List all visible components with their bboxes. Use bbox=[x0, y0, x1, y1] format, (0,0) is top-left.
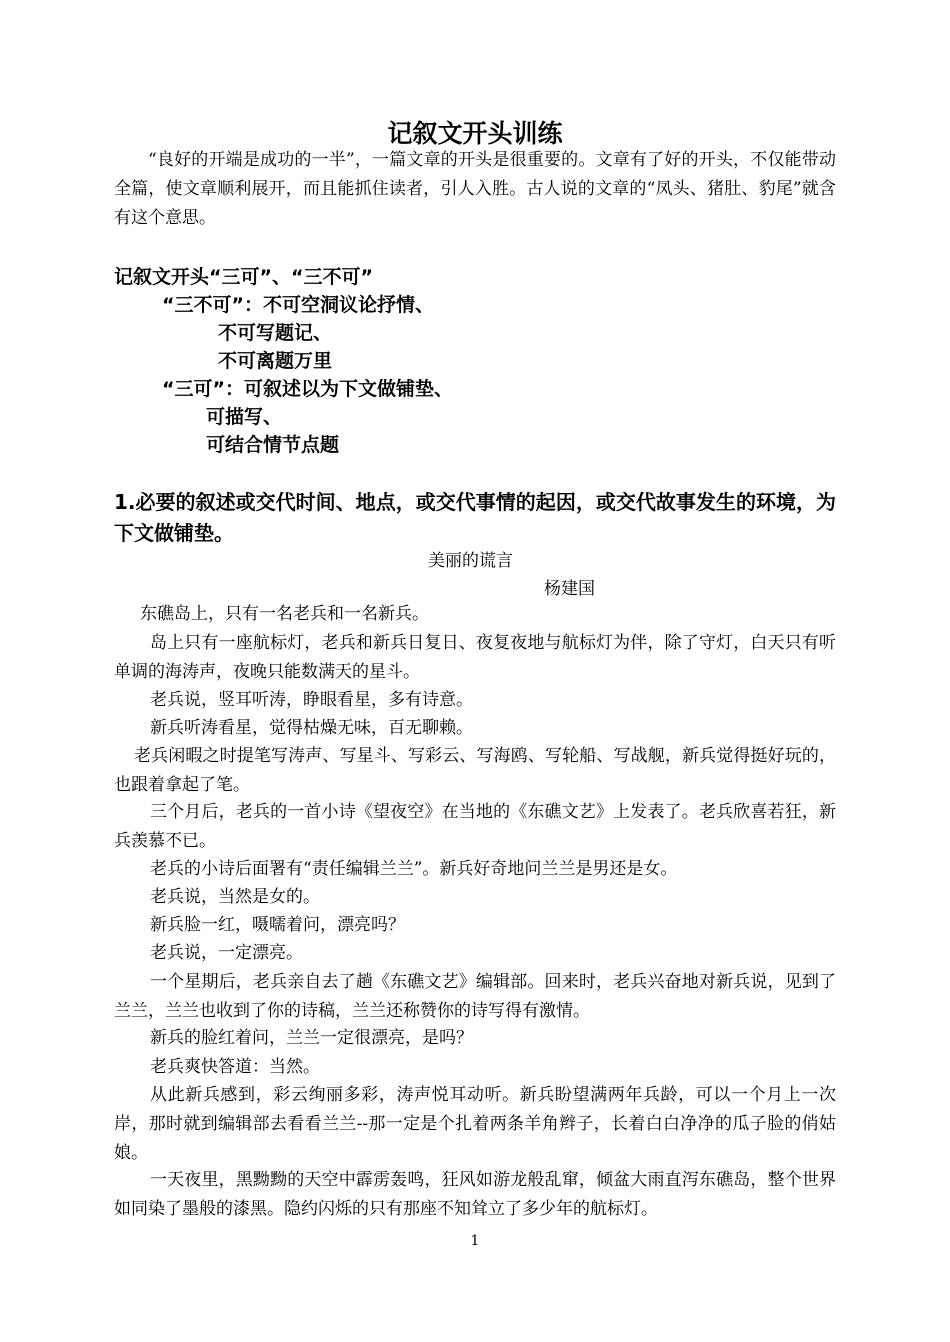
story-paragraph: 岛上只有一座航标灯，老兵和新兵日复日、夜复夜地与航标灯为伴，除了守灯，白天只有听单调的海涛声，夜晚只能数满天的星斗。 bbox=[114, 633, 836, 682]
story-paragraph: 老兵说，当然是女的。 bbox=[150, 887, 320, 907]
rule-no-1: “三不可”：不可空洞议论抒情、 bbox=[162, 294, 434, 316]
story-paragraph: 老兵说，竖耳听涛，睁眼看星，多有诗意。 bbox=[150, 690, 473, 710]
story-paragraph: 新兵脸一红，嗫嚅着问，漂亮吗？ bbox=[150, 915, 405, 935]
page-title: 记叙文开头训练 bbox=[387, 119, 563, 148]
story-paragraph: 一个星期后，老兵亲自去了趟《东礁文艺》编辑部。回来时，老兵兴奋地对新兵说，见到了兰兰，兰兰也收到了你的诗稿，兰兰还称赞你的诗写得有激情。 bbox=[114, 972, 836, 1021]
story-paragraph: 老兵说，一定漂亮。 bbox=[150, 943, 303, 963]
story-paragraph: 老兵爽快答道：当然。 bbox=[150, 1057, 320, 1077]
story-author: 杨建国 bbox=[544, 579, 595, 599]
story-paragraph: 三个月后，老兵的一首小诗《望夜空》在当地的《东礁文艺》上发表了。老兵欣喜若狂，新兵羡慕不已。 bbox=[114, 802, 836, 851]
story-paragraph: 老兵的小诗后面署有“责任编辑兰兰”。新兵好奇地问兰兰是男还是女。 bbox=[150, 859, 678, 879]
story-paragraph: 一天夜里，黑黝黝的天空中霹雳轰鸣，狂风如游龙般乱窜，倾盆大雨直泻东礁岛，整个世界如同染了墨般的漆黑。隐约闪烁的只有那座不知耸立了多少年的航标灯。 bbox=[114, 1170, 836, 1219]
intro-paragraph: “良好的开端是成功的一半”，一篇文章的开头是很重要的。文章有了好的开头，不仅能带动全篇，使文章顺利展开，而且能抓住读者，引人入胜。古人说的文章的“凤头、猪肚、豹尾”就含有这个意思。 bbox=[114, 150, 836, 228]
rule-no-3: 不可离题万里 bbox=[218, 350, 333, 372]
story-title: 美丽的谎言 bbox=[428, 551, 513, 571]
story-paragraph: 东礁岛上，只有一名老兵和一名新兵。 bbox=[140, 604, 429, 624]
page-number: 1 bbox=[470, 1233, 480, 1249]
rules-heading: 记叙文开头“三可”、“三不可” bbox=[114, 266, 373, 288]
story-paragraph: 老兵闲暇之时提笔写涛声、写星斗、写彩云、写海鸥、写轮船、写战舰，新兵觉得挺好玩的，也跟着拿起了笔。 bbox=[114, 746, 836, 795]
section-1-heading: 1.必要的叙述或交代时间、地点，或交代事情的起因，或交代故事发生的环境，为下文做铺垫。 bbox=[114, 490, 836, 545]
rule-no-2: 不可写题记、 bbox=[218, 322, 333, 344]
rule-yes-3: 可结合情节点题 bbox=[206, 434, 340, 456]
story-paragraph: 从此新兵感到，彩云绚丽多彩，涛声悦耳动听。新兵盼望满两年兵龄，可以一个月上一次岸，那时就到编辑部去看看兰兰--那一定是个扎着两条羊角辫子，长着白白净净的瓜子脸的俏姑娘。 bbox=[114, 1085, 836, 1163]
rule-yes-2: 可描写、 bbox=[206, 406, 283, 428]
story-paragraph: 新兵的脸红着问，兰兰一定很漂亮，是吗？ bbox=[150, 1028, 473, 1048]
story-paragraph: 新兵听涛看星，觉得枯燥无味，百无聊赖。 bbox=[150, 718, 473, 738]
rule-yes-1: “三可”：可叙述以为下文做铺垫、 bbox=[162, 378, 453, 400]
